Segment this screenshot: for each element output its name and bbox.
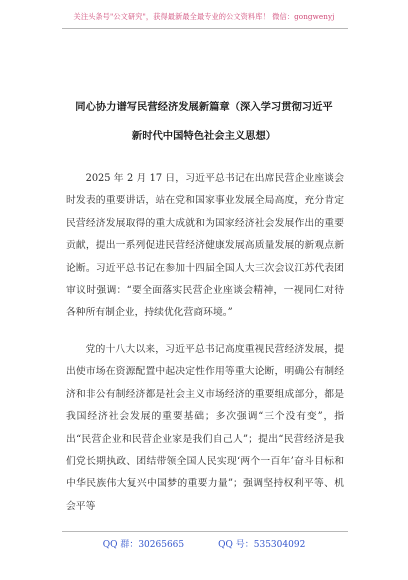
footer-qq-number: QQ 号：535304092 <box>218 540 306 550</box>
footer-qq-group: QQ 群：30265665 <box>102 540 185 550</box>
footer-contact <box>0 537 408 550</box>
header-divider <box>62 28 348 29</box>
body-paragraph-1: 2025 年 2 月 17 日，习近平总书记在出席民营企业座谈会时发表的重要讲话，站在党和国家事业发展全局高度，充分肯定民营经济发展取得的重大成就和为国家经济社会发展作出的重要贡献，提出一系列促进民营经济健康发展高质量发展的新观点新论断。习近平总书记在参加十四届全国人大三次会议江苏代表团审议时强调：“要全面落实民营企业座谈会精神，一视同仁对待各种所有制企业，持续优化营商环境。” <box>66 173 344 319</box>
body-paragraph-2: 党的十八大以来，习近平总书记高度重视民营经济发展，提出使市场在资源配置中起决定性作用等重大论断，明确公有制经济和非公有制经济都是社会主义市场经济的重要组成部分，都是我国经济社会发展的重要基础；多次强调“三个没有变”，指出“民营企业和民营企业家是我们自己人”；提出“民营经济是我们党长期执政、团结带领全国人民实现‘两个一百年’奋斗目标和中华民族伟大复兴中国梦的重要力量”；强调坚持权利平等、机会平等 <box>66 344 344 512</box>
footer-divider <box>62 531 348 532</box>
document-title-line-2: 新时代中国特色社会主义思想） <box>131 130 277 142</box>
document-title-line-1: 同心协力谱写民营经济发展新篇章（深入学习贯彻习近平 <box>75 101 333 113</box>
header-promo-note: 关注头条号"公文研究"，获得最新最全最专业的公文资料库！ 微信：gongwenyj <box>73 12 335 21</box>
